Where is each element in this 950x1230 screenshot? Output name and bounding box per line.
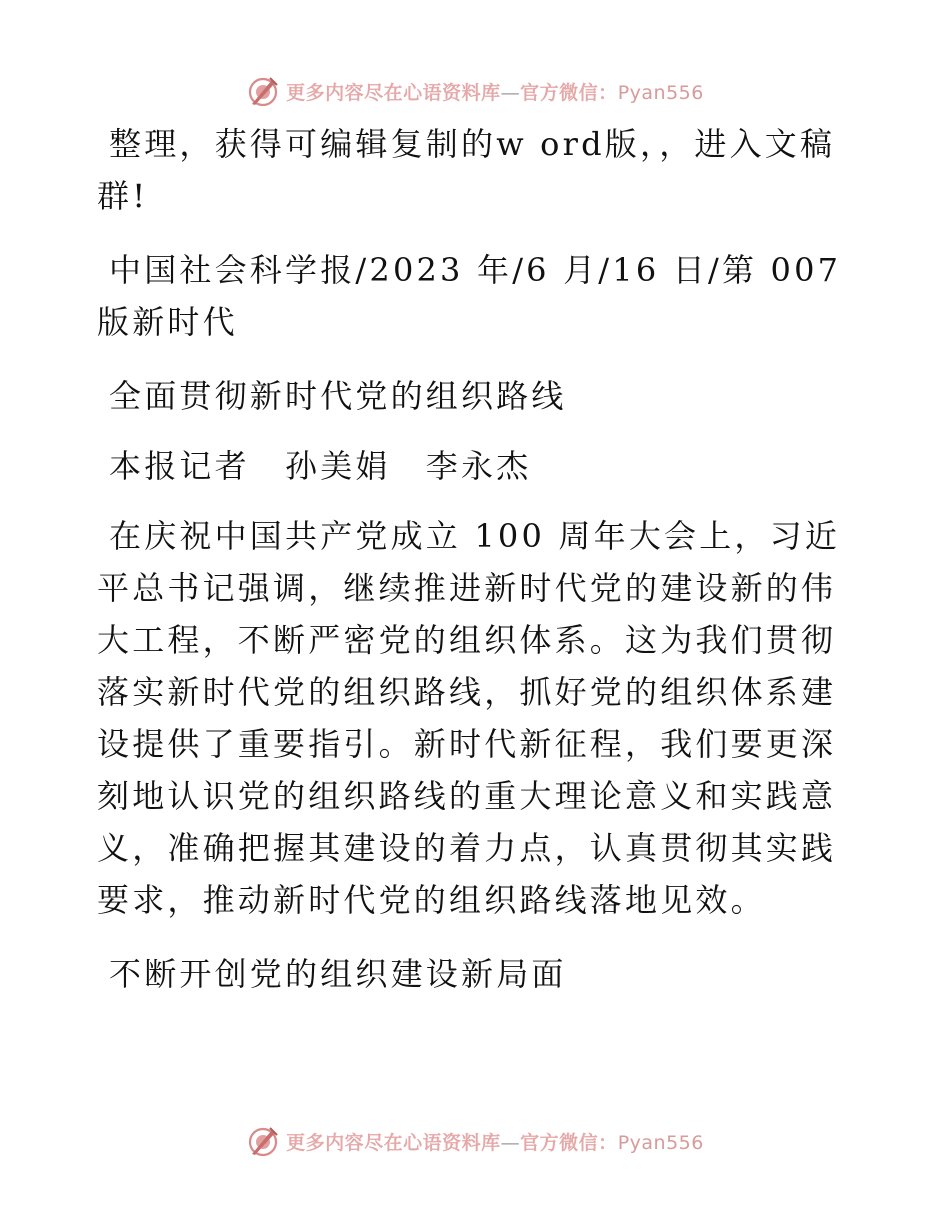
watermark-wechat-id: Pyan556	[617, 1131, 704, 1154]
watermark-label: 官方微信：	[520, 81, 618, 104]
watermark-main: 更多内容尽在心语资料库	[286, 81, 501, 104]
byline: 本报记者 孙美娟 李永杰	[109, 447, 532, 485]
watermark-main: 更多内容尽在心语资料库	[286, 1131, 501, 1154]
watermark-dash: —	[500, 81, 521, 104]
watermark-text	[286, 78, 704, 105]
footer-watermark	[0, 1122, 950, 1160]
quill-seal-icon	[246, 1124, 280, 1158]
watermark-text	[286, 1128, 704, 1155]
quill-seal-icon	[246, 74, 280, 108]
section-heading: 不断开创党的组织建设新局面	[109, 955, 567, 993]
watermark-wechat-id: Pyan556	[617, 81, 704, 104]
watermark-label: 官方微信：	[520, 1131, 618, 1154]
intro-paragraph: 整理，获得可编辑复制的w ord版，，进入文稿群!	[97, 125, 836, 215]
body-paragraph: 在庆祝中国共产党成立 100 周年大会上，习近平总书记强调，继续推进新时代党的建设新的伟大工程，不断严密党的组织体系。这为我们贯彻落实新时代党的组织路线，抓好党的组织体系建设提供了重要指引。新时代新征程，我们要更深刻地认识党的组织路线的重大理论意义和实践意义，准确把握其建设的着力点，认真贯彻其实践要求，推动新时代党的组织路线落地见效。	[97, 517, 841, 919]
header-watermark	[0, 72, 950, 110]
document-body	[97, 118, 852, 1022]
article-title: 全面贯彻新时代党的组织路线	[109, 377, 567, 415]
source-line: 中国社会科学报/2023 年/6 月/16 日/第 007 版新时代	[97, 251, 842, 341]
watermark-dash: —	[500, 1131, 521, 1154]
